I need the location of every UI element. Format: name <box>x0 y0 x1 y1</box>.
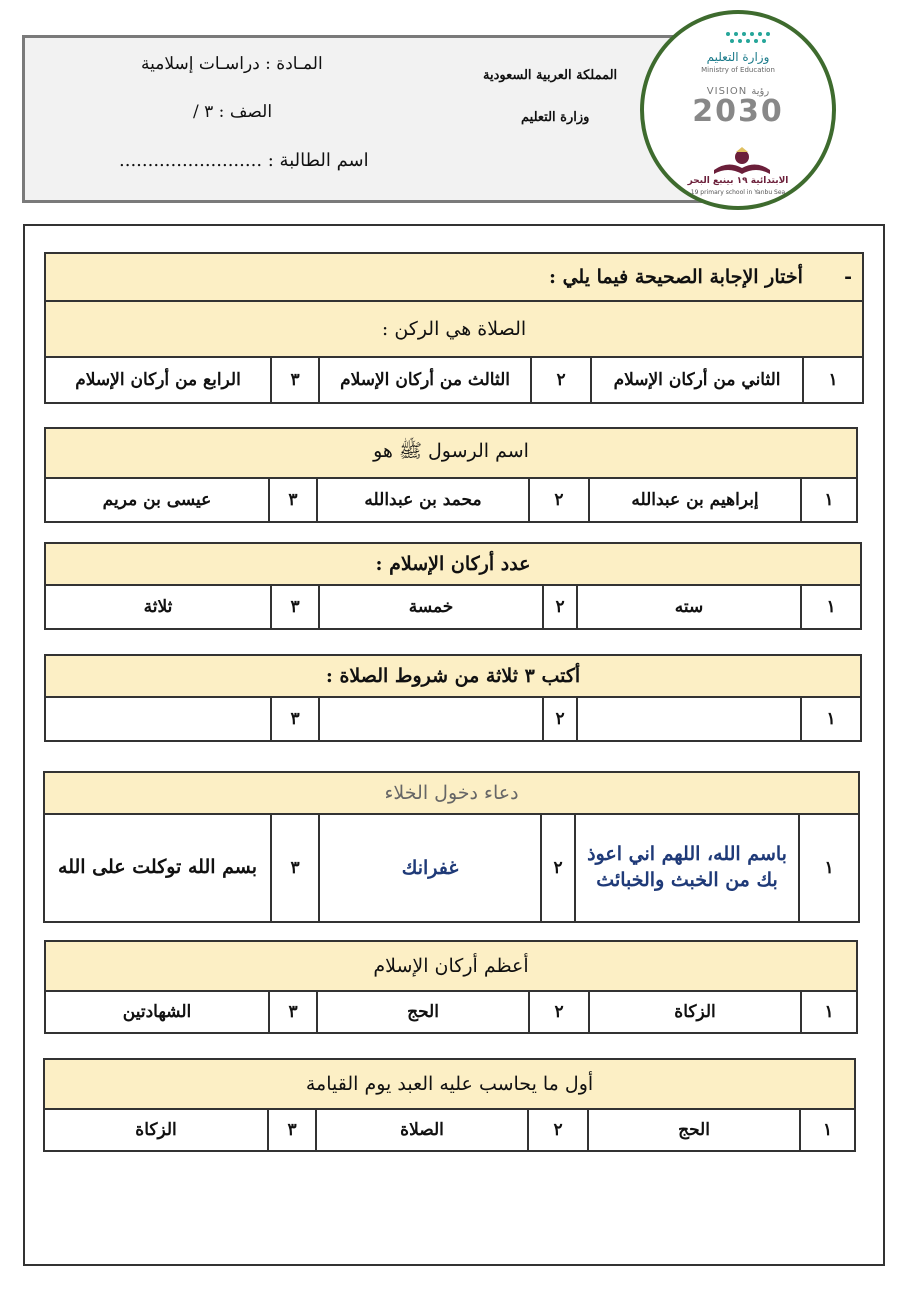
option-number: ١ <box>800 1109 855 1151</box>
option-text[interactable]: خمسة <box>319 585 543 629</box>
instruction-row <box>45 253 863 301</box>
header-box <box>22 35 702 203</box>
school-logo <box>640 10 836 210</box>
option-number: ٣ <box>271 357 319 403</box>
option-text[interactable]: غفرانك <box>319 814 541 922</box>
book-emblem-icon <box>710 146 774 176</box>
kingdom-label: المملكة العربية السعودية <box>483 68 618 83</box>
school-name-en: 19 primary school in Yanbu Sea <box>690 189 786 196</box>
option-number: ١ <box>801 585 861 629</box>
option-number: ٣ <box>269 991 317 1033</box>
question-title: أكتب ٣ ثلاثة من شروط الصلاة : <box>45 655 861 697</box>
option-text[interactable]: باسم الله، اللهم اني اعوذ بك من الخبث والخبائث <box>575 814 799 922</box>
instruction-text: أختار الإجابة الصحيحة فيما يلي : <box>548 266 803 288</box>
option-number: ١ <box>803 357 863 403</box>
option-text[interactable]: ثلاثة <box>45 585 271 629</box>
option-number: ٢ <box>531 357 591 403</box>
option-text[interactable]: الحج <box>588 1109 800 1151</box>
question-6-table <box>44 940 858 1034</box>
question-5-table <box>43 771 860 923</box>
question-4-table <box>44 654 862 742</box>
student-name-field[interactable]: اسم الطالبة : ......................... <box>119 150 369 171</box>
option-text[interactable]: الحج <box>317 991 529 1033</box>
vision-label: VISION رؤية <box>706 86 770 97</box>
option-text[interactable]: بسم الله توكلت على الله <box>44 814 271 922</box>
option-number: ٣ <box>271 585 319 629</box>
option-text[interactable]: سته <box>577 585 801 629</box>
option-number: ٢ <box>529 478 589 522</box>
question-title: دعاء دخول الخلاء <box>44 772 859 814</box>
option-text[interactable]: عيسى بن مريم <box>45 478 269 522</box>
option-text[interactable]: محمد بن عبدالله <box>317 478 529 522</box>
dots-logo-icon <box>724 30 784 46</box>
ministry-label: وزارة التعليم <box>521 110 590 125</box>
option-number: ٣ <box>269 478 317 522</box>
option-number: ١ <box>799 814 859 922</box>
option-number: ١ <box>801 478 857 522</box>
option-text[interactable]: الزكاة <box>589 991 801 1033</box>
answer-input[interactable] <box>319 697 543 741</box>
option-number: ٣ <box>268 1109 316 1151</box>
option-text[interactable]: الصلاة <box>316 1109 528 1151</box>
option-number: ٢ <box>528 1109 588 1151</box>
option-text[interactable]: الثالث من أركان الإسلام <box>319 357 531 403</box>
option-text[interactable]: الشهادتين <box>45 991 269 1033</box>
option-number: ١ <box>801 991 857 1033</box>
question-2-table <box>44 427 858 523</box>
instruction-dash: - <box>844 266 853 288</box>
question-title: أول ما يحاسب عليه العبد يوم القيامة <box>44 1059 855 1109</box>
question-1-table <box>44 252 864 404</box>
subject-label: المـادة : دراسـات إسلامية <box>141 54 323 74</box>
vision-year: 2030 <box>692 94 784 129</box>
option-number: ٢ <box>543 697 577 741</box>
option-number: ٢ <box>541 814 575 922</box>
question-title: عدد أركان الإسلام : <box>45 543 861 585</box>
option-text[interactable]: الزكاة <box>44 1109 268 1151</box>
question-7-table <box>43 1058 856 1152</box>
question-title: اسم الرسول ﷺ هو <box>45 428 857 478</box>
question-3-table <box>44 542 862 630</box>
answer-input[interactable] <box>577 697 801 741</box>
option-number: ١ <box>801 697 861 741</box>
question-title: أعظم أركان الإسلام <box>45 941 857 991</box>
logo-ministry-ar: وزارة التعليم <box>706 50 770 64</box>
option-number: ٢ <box>529 991 589 1033</box>
school-name: الابتدائية ١٩ بينبع البحر <box>687 176 789 186</box>
option-text[interactable]: الرابع من أركان الإسلام <box>45 357 271 403</box>
answer-input[interactable] <box>45 697 271 741</box>
grade-label: الصف : ٣ / <box>193 102 273 122</box>
option-text[interactable]: الثاني من أركان الإسلام <box>591 357 803 403</box>
question-title: الصلاة هي الركن : <box>45 301 863 357</box>
option-text[interactable]: إبراهيم بن عبدالله <box>589 478 801 522</box>
option-number: ٣ <box>271 814 319 922</box>
option-number: ٢ <box>543 585 577 629</box>
option-number: ٣ <box>271 697 319 741</box>
logo-ministry-en: Ministry of Education <box>701 66 775 74</box>
